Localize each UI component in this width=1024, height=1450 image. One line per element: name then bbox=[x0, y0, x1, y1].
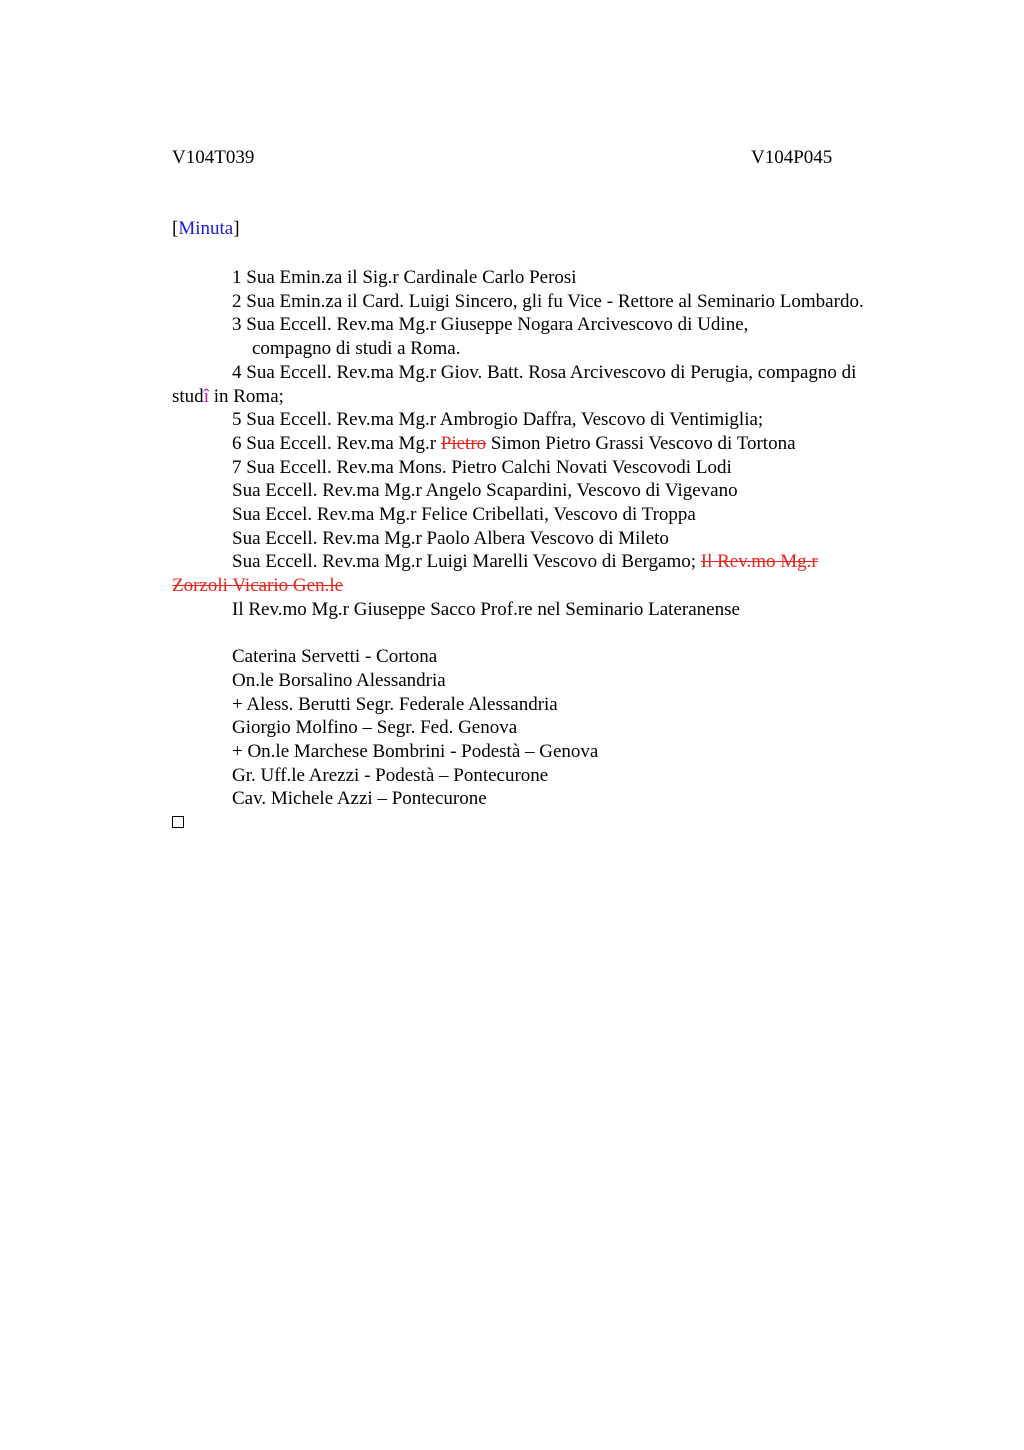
entry-1: 1 Sua Emin.za il Sig.r Cardinale Carlo Perosi bbox=[232, 267, 577, 288]
entry-5: 5 Sua Eccell. Rev.ma Mg.r Ambrogio Daffra, Vescovo di Ventimiglia; bbox=[232, 409, 764, 431]
contact-line: Caterina Servetti - Cortona bbox=[232, 646, 438, 668]
contact-line: + On.le Marchese Bombrini - Podestà – Genova bbox=[232, 741, 599, 763]
document-code-right: V104P045 bbox=[751, 147, 833, 168]
entry-11-continuation bbox=[172, 574, 932, 598]
contact-line: On.le Borsalino Alessandria bbox=[232, 669, 446, 691]
entry-10: Sua Eccell. Rev.ma Mg.r Paolo Albera Vescovo di Mileto bbox=[232, 527, 669, 549]
recipient-list bbox=[172, 266, 932, 835]
entry-6-deleted-text: Pietro bbox=[440, 432, 487, 454]
contact-line: Giorgio Molfino – Segr. Fed. Genova bbox=[232, 717, 518, 739]
entry-3: 3 Sua Eccell. Rev.ma Mg.r Giuseppe Nogara Arcivescovo di Udine, bbox=[232, 314, 749, 336]
minuta-label bbox=[172, 218, 240, 240]
entry-4-text-a: stud bbox=[172, 385, 204, 407]
bracket-open: [ bbox=[172, 218, 179, 239]
entry-11-deleted-text-continued: Zorzoli Vicario Gen.le bbox=[172, 575, 344, 597]
entry-6-text-b: Simon Pietro Grassi Vescovo di Tortona bbox=[486, 432, 796, 454]
spacer bbox=[172, 622, 932, 646]
contact-line: Cav. Michele Azzi – Pontecurone bbox=[232, 788, 487, 810]
contact-line: + Aless. Berutti Segr. Federale Alessandria bbox=[232, 693, 558, 715]
entry-9: Sua Eccel. Rev.ma Mg.r Felice Cribellati, Vescovo di Troppa bbox=[232, 504, 696, 526]
entry-4: 4 Sua Eccell. Rev.ma Mg.r Giov. Batt. Rosa Arcivescovo di Perugia, compagno di bbox=[232, 361, 857, 383]
entry-11-text: Sua Eccell. Rev.ma Mg.r Luigi Marelli Vescovo di Bergamo; bbox=[232, 551, 701, 573]
entry-11 bbox=[172, 550, 932, 574]
checkbox-row bbox=[172, 811, 932, 835]
entry-12: Il Rev.mo Mg.r Giuseppe Sacco Prof.re nel Seminario Lateranense bbox=[232, 598, 740, 620]
contact-line: Gr. Uff.le Arezzi - Podestà – Pontecurone bbox=[232, 764, 549, 786]
minuta-text: Minuta bbox=[178, 218, 234, 239]
document-code-left: V104T039 bbox=[172, 147, 255, 168]
entry-6 bbox=[172, 432, 932, 456]
bracket-close: ] bbox=[233, 218, 240, 239]
entry-7: 7 Sua Eccell. Rev.ma Mons. Pietro Calchi Novati Vescovodi Lodi bbox=[232, 456, 732, 478]
entry-4-continuation bbox=[172, 385, 932, 409]
entry-11-deleted-text: Il Rev.mo Mg.r bbox=[700, 551, 818, 573]
entry-4-text-b: in Roma; bbox=[208, 385, 284, 407]
entry-2: 2 Sua Emin.za il Card. Luigi Sincero, gli fu Vice - Rettore al Seminario Lombardo. bbox=[232, 290, 864, 312]
entry-3-continuation: compagno di studi a Roma. bbox=[252, 338, 461, 360]
entry-4-correction-mark: î bbox=[203, 385, 209, 407]
entry-6-text-a: 6 Sua Eccell. Rev.ma Mg.r bbox=[232, 432, 441, 454]
empty-checkbox-icon bbox=[172, 816, 184, 828]
entry-8: Sua Eccell. Rev.ma Mg.r Angelo Scapardini, Vescovo di Vigevano bbox=[232, 480, 738, 502]
